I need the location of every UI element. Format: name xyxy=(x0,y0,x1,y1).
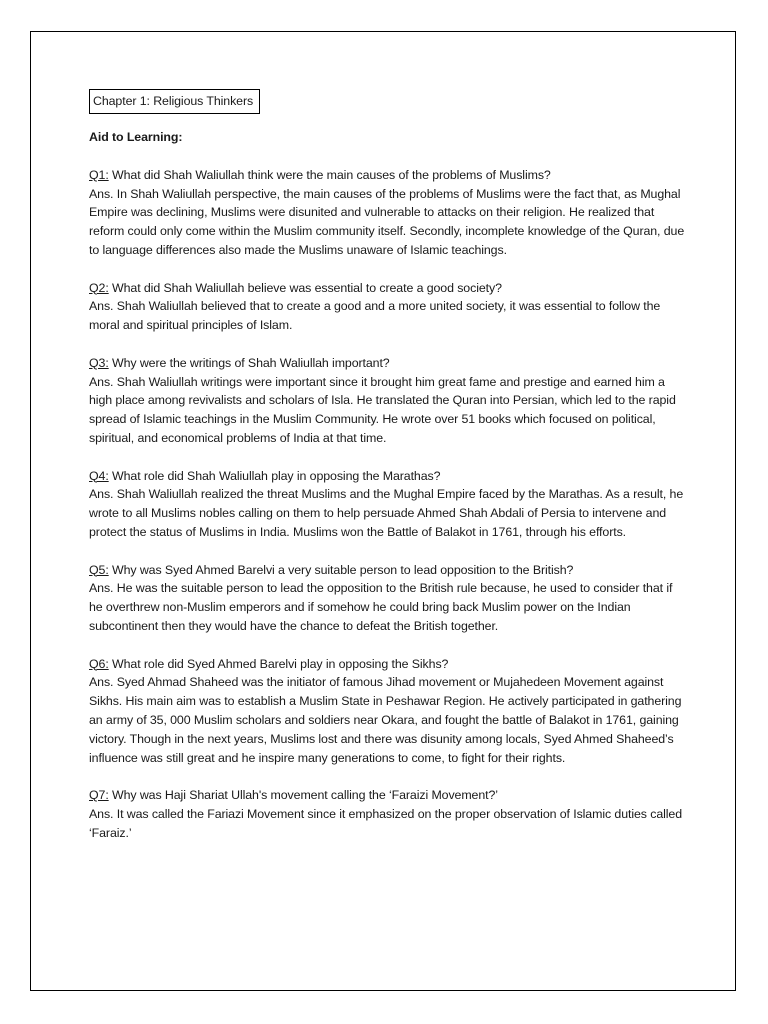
question-number: Q3: xyxy=(89,355,109,370)
qa-item-2 xyxy=(89,279,689,335)
question-text: What role did Shah Waliullah play in opposing the Marathas? xyxy=(108,468,441,483)
qa-item-3 xyxy=(89,354,689,448)
question xyxy=(89,561,689,580)
answer-text: Ans. Shah Waliullah realized the threat Muslims and the Mughal Empire faced by the Marathas. As a result, he wrote to all Muslims nobles calling on them to help persuade Ahmed Shah Abdali of Persia to intervene and protect the status of Muslims in India. Muslims won the Battle of Balakot in 1761, through his efforts. xyxy=(89,487,684,539)
question-number: Q1: xyxy=(89,167,109,182)
document-content xyxy=(89,89,689,861)
qa-item-7 xyxy=(89,786,689,842)
question-number: Q6: xyxy=(89,656,109,671)
answer-text: Ans. He was the suitable person to lead the opposition to the British rule because, he used to consider that if he overthrew non-Muslim emperors and if somehow he could bring back Muslim power on the Indian subcontinent then they would have the chance to defeat the British together. xyxy=(89,581,673,633)
question-number: Q4: xyxy=(89,468,109,483)
question-number: Q5: xyxy=(89,562,109,577)
question xyxy=(89,279,689,298)
question-text: Why was Haji Shariat Ullah's movement calling the ‘Faraizi Movement?’ xyxy=(108,788,498,803)
question xyxy=(89,354,689,373)
question-text: What role did Syed Ahmed Barelvi play in opposing the Sikhs? xyxy=(108,656,449,671)
question xyxy=(89,786,689,805)
qa-item-6 xyxy=(89,655,689,768)
qa-item-4 xyxy=(89,467,689,542)
answer-text: Ans. It was called the Fariazi Movement since it emphasized on the proper observation of Islamic duties called ‘Faraiz.’ xyxy=(89,806,682,840)
question-text: Why were the writings of Shah Waliullah important? xyxy=(108,355,390,370)
question-number: Q2: xyxy=(89,280,109,295)
question-number: Q7: xyxy=(89,788,109,803)
section-heading: Aid to Learning: xyxy=(89,130,183,144)
qa-item-1 xyxy=(89,166,689,260)
question-text: What did Shah Waliullah think were the main causes of the problems of Muslims? xyxy=(108,167,551,182)
chapter-title: Chapter 1: Religious Thinkers xyxy=(89,89,260,114)
question-text: Why was Syed Ahmed Barelvi a very suitable person to lead opposition to the British? xyxy=(108,562,574,577)
qa-item-5 xyxy=(89,561,689,636)
answer-text: Ans. In Shah Waliullah perspective, the main causes of the problems of Muslims were the fact that, as Mughal Empire was declining, Muslims were disunited and vulnerable to attacks on their religion. He realized that reform could only come within the Muslim community itself. Secondly, incomplete knowledge of the Quran, due to language differences also made the Muslims unaware of Islamic teachings. xyxy=(89,186,685,257)
question xyxy=(89,166,689,185)
answer-text: Ans. Syed Ahmad Shaheed was the initiator of famous Jihad movement or Mujahedeen Movement against Sikhs. His main aim was to establish a Muslim State in Peshawar Region. He actively participated in gathering an army of 35, 000 Muslim scholars and soldiers near Okara, and fought the battle of Balakot in 1761, gaining victory. Though in the next years, Muslims lost and there was disunity among locals, Syed Ahmed Shaheed’s influence was still great and he inspire many generations to come, to fight for their rights. xyxy=(89,675,682,765)
answer-text: Ans. Shah Waliullah writings were important since it brought him great fame and prestige and earned him a high place among revivalists and scholars of Isla. He translated the Quran into Persian, which led to the rapid spread of Islamic teachings in the Muslim Community. He wrote over 51 books which focused on political, spiritual, and economical problems of India at that time. xyxy=(89,374,676,445)
question-text: What did Shah Waliullah believe was essential to create a good society? xyxy=(108,280,502,295)
question xyxy=(89,467,689,486)
answer-text: Ans. Shah Waliullah believed that to create a good and a more united society, it was essential to follow the moral and spiritual principles of Islam. xyxy=(89,299,661,333)
question xyxy=(89,655,689,674)
